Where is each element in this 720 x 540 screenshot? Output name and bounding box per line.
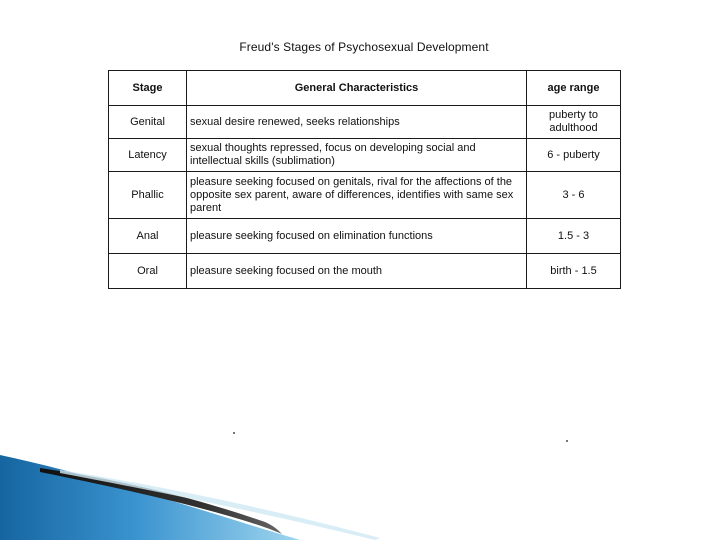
characteristics-cell: sexual desire renewed, seeks relationships [187, 106, 527, 139]
characteristics-cell: sexual thoughts repressed, focus on developing social and intellectual skills (sublimation) [187, 139, 527, 172]
stage-cell: Latency [109, 139, 187, 172]
stage-cell: Phallic [109, 172, 187, 219]
characteristics-cell: pleasure seeking focused on the mouth [187, 254, 527, 289]
header-age-range: age range [527, 71, 621, 106]
stage-cell: Oral [109, 254, 187, 289]
swoosh-blue-band [0, 455, 300, 540]
age-range-cell: 1.5 - 3 [527, 219, 621, 254]
header-stage: Stage [109, 71, 187, 106]
characteristics-cell: pleasure seeking focused on genitals, rival for the affections of the opposite sex parent, aware of differences, identifies with same sex parent [187, 172, 527, 219]
age-range-cell: 3 - 6 [527, 172, 621, 219]
age-range-cell: puberty to adulthood [527, 106, 621, 139]
header-characteristics: General Characteristics [187, 71, 527, 106]
stage-cell: Anal [109, 219, 187, 254]
stage-cell: Genital [109, 106, 187, 139]
age-range-cell: 6 - puberty [527, 139, 621, 172]
age-range-cell: birth - 1.5 [527, 254, 621, 289]
table-title: Freud's Stages of Psychosexual Development [239, 40, 489, 54]
characteristics-cell: pleasure seeking focused on elimination functions [187, 219, 527, 254]
